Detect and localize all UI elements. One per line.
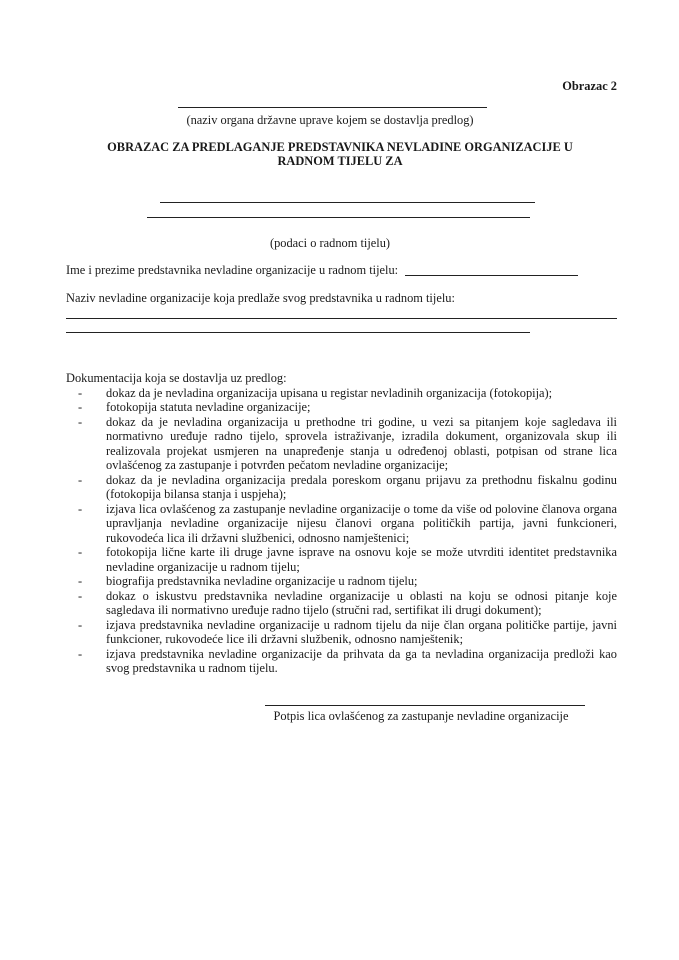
list-item-text: dokaz o iskustvu predstavnika nevladine organizacije u oblasti na koju se odnosi pitanje koje sagledava ili normativno uređuje radno tijelo (stručni rad, sertifikat ili drugi dokument); [106, 588, 617, 617]
form-number: Obrazac 2 [562, 79, 617, 93]
list-item [66, 574, 617, 589]
title-line-2: RADNOM TIJELU ZA [277, 153, 403, 168]
bullet-dash: - [78, 646, 83, 661]
form-title [40, 141, 640, 168]
working-body-field-2[interactable] [147, 217, 530, 218]
representative-name-field[interactable] [405, 275, 578, 276]
body-caption: (podaci o radnom tijelu) [269, 236, 391, 250]
signature-field[interactable] [265, 705, 585, 706]
list-item-text: izjava predstavnika nevladine organizacije u radnom tijelu da nije član organa političke partije, javni funkcioner, rukovodeće lice ili državni službenik, odnosno namještenik; [106, 617, 617, 646]
authority-name-field[interactable] [178, 107, 487, 108]
bullet-dash: - [78, 400, 83, 414]
list-item-text: dokaz da je nevladina organizacija u prethodne tri godine, u vezi sa pitanjem koje sagledava ili normativno uređuje radno tijelo, sprovela istraživanje, izradila dokument, organizovala skup ili realizovala projekat usmjeren na unapređenje stanja u određenoj oblasti, potpisan od strane lica ovlašćenog za zastupanje i potvrđen pečatom nevladine organizacije; [106, 414, 617, 472]
list-item-text: izjava predstavnika nevladine organizacije da prihvata da ga ta nevladina organizacija predloži kao svog predstavnika u radnom tijelu. [106, 646, 617, 675]
list-item-text: izjava lica ovlašćenog za zastupanje nevladine organizacije o tome da više od polovine članova organa upravljanja nevladine organizacije nijesu članovi organa političkih partija, javni funkcioneri, rukovodeća lica ili državni službenici, odnosno namještenici; [106, 501, 617, 545]
bullet-dash: - [78, 385, 83, 400]
bullet-dash: - [78, 574, 83, 588]
list-item-text: fotokopija statuta nevladine organizacije; [106, 400, 311, 414]
signature-caption: Potpis lica ovlašćenog za zastupanje nevladine organizacije [273, 709, 569, 723]
list-item [66, 545, 617, 574]
representative-name-label: Ime i prezime predstavnika nevladine organizacije u radnom tijelu: [66, 263, 399, 277]
list-item-text: biografija predstavnika nevladine organizacije u radnom tijelu; [106, 574, 418, 588]
organization-name-label: Naziv nevladine organizacije koja predlaže svog predstavnika u radnom tijelu: [66, 291, 455, 305]
list-item [66, 386, 617, 401]
bullet-dash: - [78, 588, 83, 603]
documentation-heading: Dokumentacija koja se dostavlja uz predlog: [66, 371, 287, 385]
bullet-dash: - [78, 501, 83, 516]
title-line-1: OBRAZAC ZA PREDLAGANJE PREDSTAVNIKA NEVLADINE ORGANIZACIJE U [107, 140, 573, 154]
list-item-text: dokaz da je nevladina organizacija upisana u registar nevladinih organizacija (fotokopija); [106, 385, 553, 400]
bullet-dash: - [78, 617, 83, 632]
working-body-field-1[interactable] [160, 202, 535, 203]
list-item [66, 502, 617, 546]
bullet-dash: - [78, 545, 83, 559]
organization-name-field-2[interactable] [66, 332, 530, 333]
list-item [66, 400, 617, 415]
documentation-list [66, 371, 617, 676]
bullet-dash: - [78, 414, 83, 429]
list-item-text: fotokopija lične karte ili druge javne isprave na osnovu koje se može utvrditi identitet predstavnika nevladine organizacije u radnom tijelu; [106, 545, 617, 574]
list-item [66, 415, 617, 473]
list-item [66, 589, 617, 618]
list-item [66, 473, 617, 502]
list-item [66, 618, 617, 647]
organization-name-field-1[interactable] [66, 318, 617, 319]
authority-caption: (naziv organa državne uprave kojem se dostavlja predlog) [186, 113, 474, 127]
list-item [66, 647, 617, 676]
list-item-text: dokaz da je nevladina organizacija predala poreskom organu prijavu za prethodnu fiskalnu godinu (fotokopija bilansa stanja i uspjeha); [106, 472, 617, 501]
bullet-dash: - [78, 472, 83, 487]
